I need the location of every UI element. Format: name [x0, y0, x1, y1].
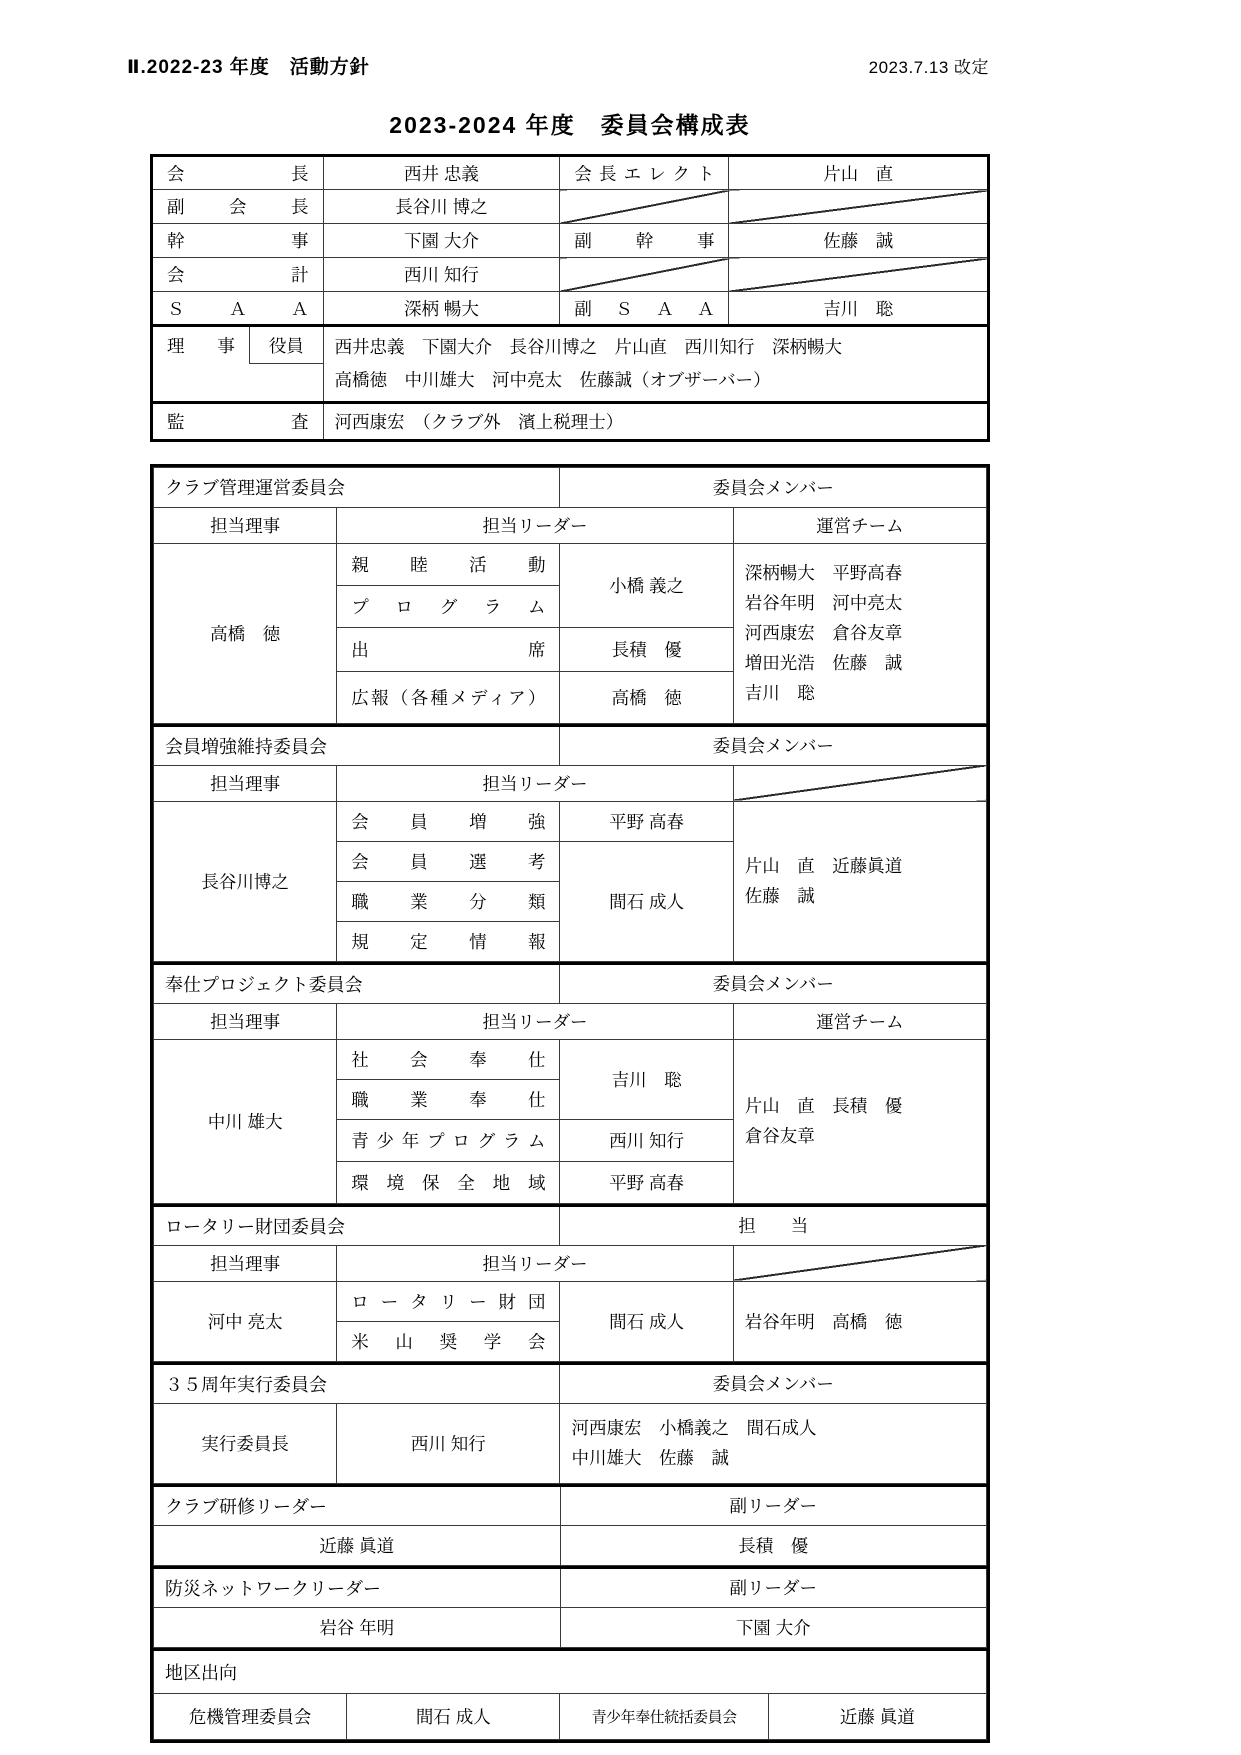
officer-name: 長谷川 博之	[323, 190, 560, 224]
director-name: 中川 雄大	[154, 1039, 337, 1203]
cell-line: 増田光浩 佐藤 誠	[744, 653, 903, 674]
committee-table	[153, 467, 987, 724]
activity-label: 広報（各種メディア）	[337, 671, 560, 723]
empty-diagonal-cell	[560, 258, 729, 292]
officer-role: 監査	[152, 402, 324, 440]
table-row	[154, 1607, 987, 1647]
table-row	[154, 765, 987, 801]
document-header	[127, 52, 989, 79]
cell-line: 片山 直 近藤眞道	[744, 856, 903, 877]
table-row	[154, 1003, 987, 1039]
committee-title: 奉仕プロジェクト委員会	[154, 963, 560, 1003]
table-row	[152, 224, 989, 258]
column-header: 担当リーダー	[337, 1003, 733, 1039]
cell-line: 吉川 聡	[744, 683, 815, 704]
empty-diagonal-cell	[560, 190, 729, 224]
activity-label: 規定情報	[337, 921, 560, 961]
activity-label: 会員増強	[337, 801, 560, 841]
table-row	[154, 467, 987, 507]
committee-name: 青少年奉仕統括委員会	[560, 1693, 768, 1739]
table-row	[154, 801, 987, 841]
officers-table	[150, 154, 990, 442]
officer-role: 役員	[249, 326, 323, 364]
activity-label: 会員選考	[337, 841, 560, 881]
table-row	[154, 963, 987, 1003]
column-header: 実行委員長	[154, 1403, 337, 1483]
table-row	[152, 292, 989, 326]
revision-date: 2023.7.13 改定	[868, 58, 989, 77]
committee-table	[153, 1484, 987, 1566]
column-header: 副リーダー	[560, 1567, 987, 1607]
activity-label: プログラム	[337, 585, 560, 627]
activity-label: 職業分類	[337, 881, 560, 921]
table-row	[152, 326, 989, 364]
activity-label: 社会奉仕	[337, 1039, 560, 1079]
table-row	[154, 543, 987, 585]
leader-name: 平野 高春	[560, 1161, 733, 1203]
leader-name: 吉川 聡	[560, 1039, 733, 1119]
section-heading: Ⅱ.2022-23 年度 活動方針	[127, 57, 370, 78]
committee-title: 会員増強維持委員会	[154, 725, 560, 765]
committee-title: クラブ研修リーダー	[154, 1485, 561, 1525]
committee-table	[153, 1648, 987, 1740]
committee-title: ３５周年実行委員会	[154, 1363, 560, 1403]
auditor-names: 河西康宏 （クラブ外 濱上税理士）	[323, 402, 988, 440]
leader-name: 近藤 眞道	[154, 1525, 561, 1565]
cell-line: 片山 直 長積 優	[744, 1096, 903, 1117]
officer-name: 吉川 聡	[729, 292, 989, 326]
column-header: 運営チーム	[733, 1003, 986, 1039]
members-header: 委員会メンバー	[560, 725, 987, 765]
cell-line: 河西康宏 倉谷友章	[744, 623, 903, 644]
officer-role: 副会長	[152, 190, 324, 224]
leader-name: 長積 優	[560, 1525, 987, 1565]
committee-table	[153, 1362, 987, 1484]
officer-role: 理事	[152, 326, 250, 364]
column-header: 担当リーダー	[337, 1245, 733, 1281]
empty-diagonal-cell	[729, 190, 989, 224]
cell-line: 高橋徳 中川雄大 河中亮太 佐藤誠（オブザーバー）	[334, 369, 771, 390]
empty-diagonal-cell	[733, 765, 986, 801]
column-header: 担当理事	[154, 1245, 337, 1281]
leader-name: 下園 大介	[560, 1607, 987, 1647]
officer-role: ＳＡＡ	[152, 292, 324, 326]
activity-label: 出席	[337, 627, 560, 671]
table-row	[154, 1485, 987, 1525]
column-header: 担当理事	[154, 507, 337, 543]
director-name: 河中 亮太	[154, 1281, 337, 1361]
cell-line: 河西康宏 小橋義之 間石成人	[571, 1418, 817, 1439]
officer-role: 副ＳＡＡ	[560, 292, 729, 326]
cell-line: 西井忠義 下園大介 長谷川博之 片山直 西川知行 深柄暢大	[334, 337, 843, 357]
cell-line: 佐藤 誠	[744, 886, 815, 907]
members-header: 委員会メンバー	[560, 963, 987, 1003]
director-name: 長谷川博之	[154, 801, 337, 961]
leader-name: 小橋 義之	[560, 543, 733, 627]
member-names: 岩谷年明 高橋 徳	[733, 1281, 986, 1361]
table-row	[152, 402, 989, 440]
officer-role: 会計	[152, 258, 324, 292]
table-row	[154, 1281, 987, 1321]
leader-name: 近藤 眞道	[768, 1693, 986, 1739]
column-header: 運営チーム	[733, 507, 986, 543]
leader-name: 西川 知行	[560, 1119, 733, 1161]
column-header: 担当リーダー	[337, 765, 733, 801]
table-row	[154, 1039, 987, 1079]
empty-cell	[152, 364, 324, 402]
table-row	[154, 1205, 987, 1245]
member-names	[733, 801, 986, 961]
leader-name: 間石 成人	[347, 1693, 560, 1739]
cell-line: 中川雄大 佐藤 誠	[571, 1448, 729, 1469]
activity-label: 米山奨学会	[337, 1321, 560, 1361]
officer-role: 会長エレクト	[560, 156, 729, 190]
officer-name: 佐藤 誠	[729, 224, 989, 258]
members-header: 担 当	[560, 1205, 987, 1245]
cell-line: 倉谷友章	[744, 1126, 815, 1147]
member-names	[733, 543, 986, 723]
officer-name: 下園 大介	[323, 224, 560, 258]
activity-label: 環境保全地域	[337, 1161, 560, 1203]
committee-title: ロータリー財団委員会	[154, 1205, 560, 1245]
activity-label: 職業奉仕	[337, 1079, 560, 1119]
committee-title: 地区出向	[154, 1649, 987, 1693]
column-header: 副リーダー	[560, 1485, 987, 1525]
committees-table-group	[150, 464, 990, 1743]
activity-label: 青少年プログラム	[337, 1119, 560, 1161]
members-header: 委員会メンバー	[560, 1363, 987, 1403]
member-names	[560, 1403, 987, 1483]
table-row	[152, 258, 989, 292]
table-row	[154, 725, 987, 765]
table-row	[154, 1403, 987, 1483]
leader-name: 岩谷 年明	[154, 1607, 561, 1647]
column-header: 担当リーダー	[337, 507, 733, 543]
members-header: 委員会メンバー	[560, 467, 987, 507]
officer-role: 副幹事	[560, 224, 729, 258]
table-row	[154, 1245, 987, 1281]
officer-role: 幹事	[152, 224, 324, 258]
column-header: 担当理事	[154, 1003, 337, 1039]
table-row	[152, 156, 989, 190]
committee-table	[153, 1204, 987, 1362]
table-row	[154, 1525, 987, 1565]
cell-line: 深柄暢大 平野高春	[744, 563, 903, 584]
committee-name: 危機管理委員会	[154, 1693, 347, 1739]
cell-line: 岩谷年明 河中亮太	[744, 593, 903, 614]
leader-name: 高橋 徳	[560, 671, 733, 723]
empty-diagonal-cell	[733, 1245, 986, 1281]
table-row	[154, 1363, 987, 1403]
leader-name: 平野 高春	[560, 801, 733, 841]
committee-title: クラブ管理運営委員会	[154, 467, 560, 507]
committee-title: 防災ネットワークリーダー	[154, 1567, 561, 1607]
column-header: 担当理事	[154, 765, 337, 801]
officer-name: 西川 知行	[323, 258, 560, 292]
table-row	[154, 1567, 987, 1607]
director-names	[323, 326, 988, 403]
committee-table	[153, 1566, 987, 1648]
officer-name: 片山 直	[729, 156, 989, 190]
leader-name: 間石 成人	[560, 1281, 733, 1361]
activity-label: 親睦活動	[337, 543, 560, 585]
officer-name: 深柄 暢大	[323, 292, 560, 326]
table-row	[154, 1693, 987, 1739]
officer-name: 西井 忠義	[323, 156, 560, 190]
leader-name: 間石 成人	[560, 841, 733, 961]
committee-table	[153, 724, 987, 962]
empty-diagonal-cell	[729, 258, 989, 292]
officer-role: 会長	[152, 156, 324, 190]
page-title: 2023-2024 年度 委員会構成表	[389, 112, 751, 138]
member-names	[733, 1039, 986, 1203]
table-row	[154, 1649, 987, 1693]
activity-label: ロータリー財団	[337, 1281, 560, 1321]
leader-name: 長積 優	[560, 627, 733, 671]
table-row	[152, 190, 989, 224]
committee-table	[153, 962, 987, 1204]
table-row	[154, 507, 987, 543]
director-name: 高橋 徳	[154, 543, 337, 723]
leader-name: 西川 知行	[337, 1403, 560, 1483]
